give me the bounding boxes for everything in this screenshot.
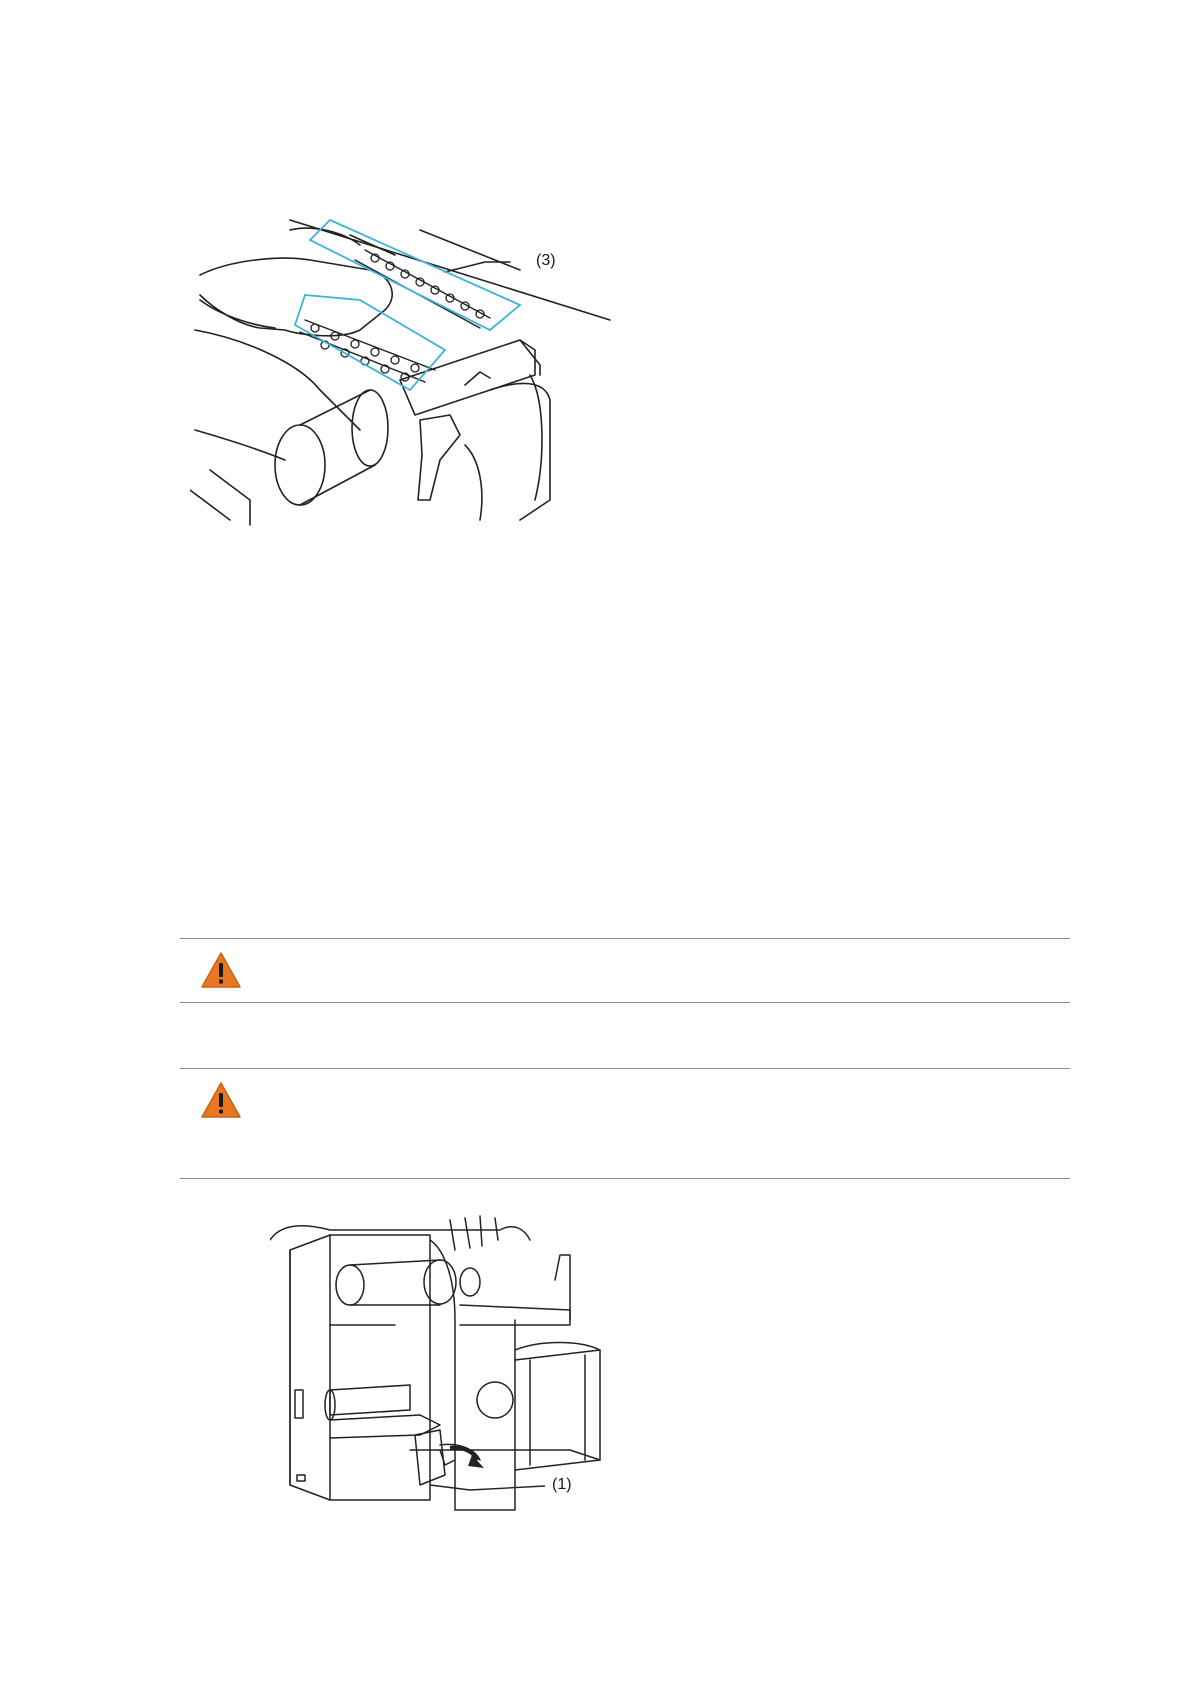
caution-top-rule bbox=[180, 938, 1070, 939]
printer-drawing bbox=[270, 1210, 640, 1520]
warning-triangle-icon bbox=[200, 950, 242, 990]
roller-cleaning-illustration bbox=[190, 200, 620, 540]
callout-label-1: (1) bbox=[552, 1476, 572, 1493]
roller-cleaning-drawing bbox=[190, 200, 620, 540]
printer-open-illustration bbox=[270, 1210, 640, 1520]
callout-label-3: (3) bbox=[536, 252, 556, 269]
caution-bottom-rule bbox=[180, 1002, 1070, 1003]
warning-triangle-icon bbox=[200, 1080, 242, 1120]
caution-2-top-rule bbox=[180, 1068, 1070, 1069]
caution-2-bottom-rule bbox=[180, 1178, 1070, 1179]
